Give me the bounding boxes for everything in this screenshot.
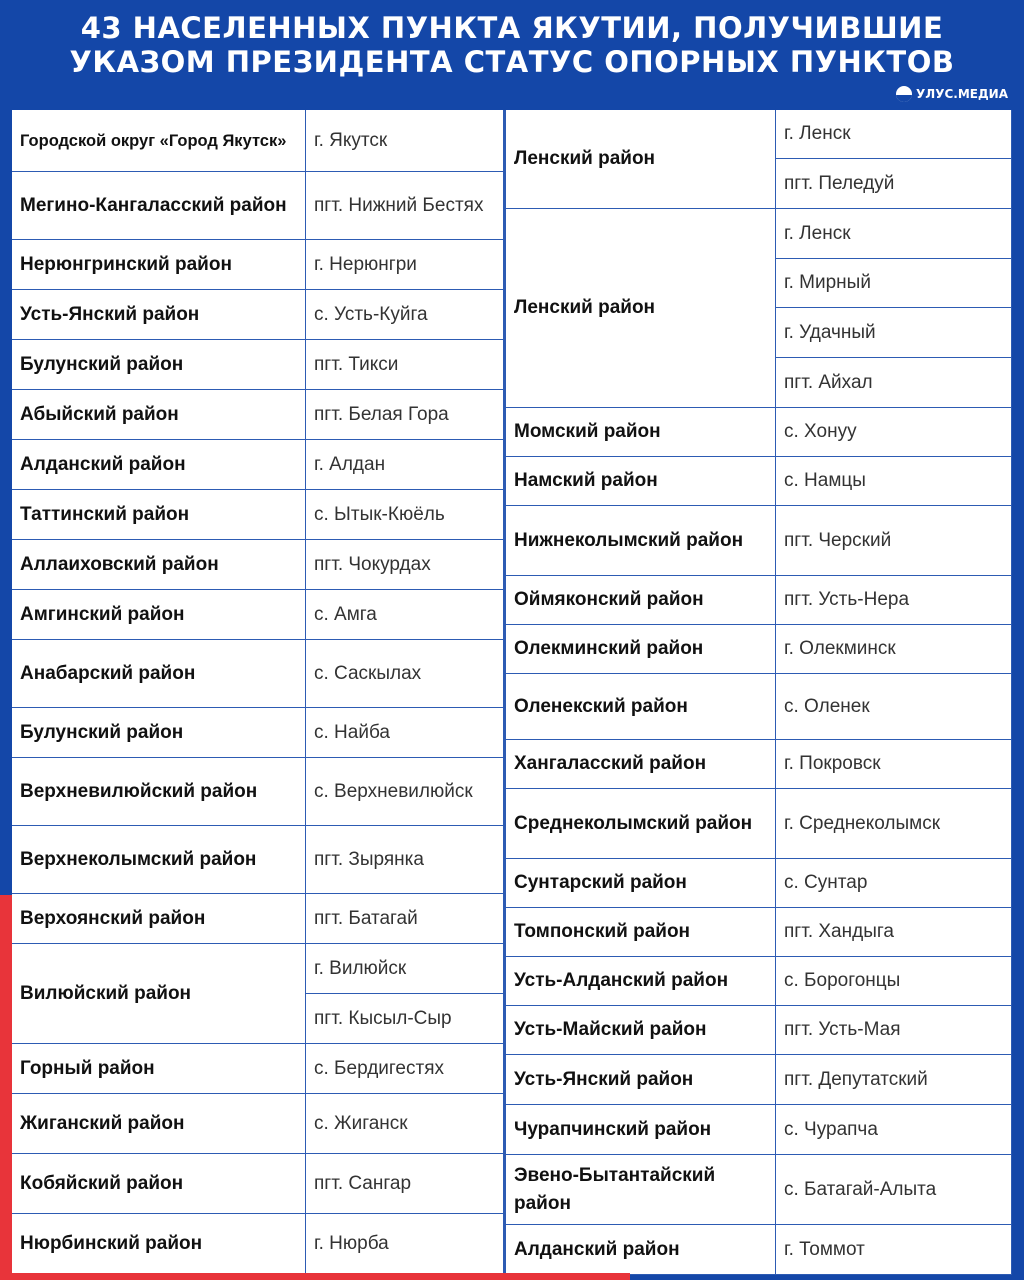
right-town-label: с. Оленек xyxy=(784,695,870,717)
right-district-label: Среднеколымский район xyxy=(514,812,753,834)
right-town-cell xyxy=(776,457,1012,506)
right-district-cell xyxy=(506,408,776,457)
left-district-label: Городской округ «Город Якутск» xyxy=(20,131,287,150)
right-town-label: г. Среднеколымск xyxy=(784,812,941,834)
left-town-label: пгт. Белая Гора xyxy=(314,403,449,425)
left-district-label: Нерюнгринский район xyxy=(20,253,232,275)
left-town-cell xyxy=(306,590,504,640)
right-district-cell xyxy=(506,859,776,908)
right-town-cell xyxy=(776,1225,1012,1275)
right-district-label: Ленский район xyxy=(514,297,656,318)
left-town-label: пгт. Зырянка xyxy=(314,848,424,870)
right-district-cell xyxy=(506,908,776,957)
left-town-cell xyxy=(306,758,504,826)
left-district-label: Кобяйский район xyxy=(20,1172,184,1194)
right-town-label: с. Хонуу xyxy=(784,421,857,442)
right-town-label: г. Удачный xyxy=(784,321,876,343)
left-town-cell xyxy=(306,110,504,172)
right-district-cell xyxy=(506,209,776,408)
page-title-line-2: УКАЗОМ ПРЕЗИДЕНТА СТАТУС ОПОРНЫХ ПУНКТОВ xyxy=(69,45,955,79)
right-district-cell xyxy=(506,789,776,859)
right-district-cell xyxy=(506,576,776,625)
left-district-cell xyxy=(12,944,306,1044)
right-district-label: Усть-Майский район xyxy=(514,1019,707,1040)
left-district-cell xyxy=(12,1214,306,1274)
left-town-label: с. Найба xyxy=(314,721,390,743)
left-district-label: Амгинский район xyxy=(20,603,185,625)
left-district-label: Нюрбинский район xyxy=(20,1232,203,1254)
right-town-cell xyxy=(776,358,1012,408)
left-town-cell xyxy=(306,1154,504,1214)
left-town-cell xyxy=(306,826,504,894)
left-town-cell xyxy=(306,390,504,440)
left-town-label: г. Якутск xyxy=(314,129,388,151)
right-town-label: пгт. Айхал xyxy=(784,371,873,393)
left-town-label: пгт. Тикси xyxy=(314,353,399,375)
left-district-cell xyxy=(12,708,306,758)
right-town-cell xyxy=(776,110,1012,159)
right-town-label: г. Ленск xyxy=(784,123,851,144)
right-town-label: г. Мирный xyxy=(784,272,871,293)
right-town-cell xyxy=(776,209,1012,259)
left-town-cell xyxy=(306,540,504,590)
right-town-cell xyxy=(776,1105,1012,1155)
left-town-label: с. Ытык-Кюёль xyxy=(314,503,445,525)
left-district-label: Таттинский район xyxy=(20,503,190,525)
left-district-cell xyxy=(12,390,306,440)
left-district-label: Абыйский район xyxy=(20,403,179,425)
right-district-cell xyxy=(506,506,776,576)
left-district-label: Булунский район xyxy=(20,721,184,743)
left-district-cell xyxy=(12,540,306,590)
right-town-cell xyxy=(776,859,1012,908)
right-district-cell xyxy=(506,1105,776,1155)
left-town-cell xyxy=(306,290,504,340)
left-district-cell xyxy=(12,240,306,290)
right-town-label: г. Ленск xyxy=(784,222,851,244)
right-town-label: с. Чурапча xyxy=(784,1118,878,1140)
right-district-label: Оленекский район xyxy=(514,695,688,717)
left-district-label: Верхнеколымский район xyxy=(20,848,257,870)
right-town-label: пгт. Пеледуй xyxy=(784,172,895,194)
right-district-label: Усть-Янский район xyxy=(514,1068,694,1090)
left-town-label: г. Нерюнгри xyxy=(314,253,417,275)
left-district-cell xyxy=(12,440,306,490)
towns-table xyxy=(12,110,1012,1274)
right-district-label: Олекминский район xyxy=(514,638,704,659)
right-town-cell xyxy=(776,408,1012,457)
left-town-label: с. Усть-Куйга xyxy=(314,303,428,325)
right-district-cell xyxy=(506,1155,776,1225)
right-town-label: пгт. Черский xyxy=(784,529,892,551)
left-town-cell xyxy=(306,994,504,1044)
left-district-label: Вилюйский район xyxy=(20,982,192,1004)
right-district-label: Намский район xyxy=(514,470,658,491)
left-town-label: г. Алдан xyxy=(314,453,386,475)
right-district-label: Алданский район xyxy=(514,1238,680,1260)
right-border xyxy=(1012,110,1024,1280)
right-district-label: Томпонский район xyxy=(514,921,691,942)
left-town-cell xyxy=(306,1094,504,1154)
left-district-cell xyxy=(12,1154,306,1214)
left-district-cell xyxy=(12,826,306,894)
left-district-cell xyxy=(12,758,306,826)
right-town-label: пгт. Хандыга xyxy=(784,921,894,942)
right-town-cell xyxy=(776,674,1012,740)
right-district-label: Ленский район xyxy=(514,148,656,169)
right-town-cell xyxy=(776,625,1012,674)
right-district-cell xyxy=(506,1006,776,1055)
right-town-cell xyxy=(776,308,1012,358)
left-town-cell xyxy=(306,172,504,240)
left-town-cell xyxy=(306,944,504,994)
left-town-cell xyxy=(306,440,504,490)
left-district-label: Верхоянский район xyxy=(20,907,206,929)
left-town-label: пгт. Нижний Бестях xyxy=(314,194,484,216)
right-district-label: Хангаласский район xyxy=(514,753,707,774)
brand-logo xyxy=(896,85,1008,103)
left-district-cell xyxy=(12,340,306,390)
right-district-cell xyxy=(506,957,776,1006)
left-district-label: Анабарский район xyxy=(20,662,196,684)
right-district-label: Нижнеколымский район xyxy=(514,529,744,551)
right-town-cell xyxy=(776,1055,1012,1105)
left-town-cell xyxy=(306,340,504,390)
right-district-label: Момский район xyxy=(514,421,661,442)
right-town-label: с. Борогонцы xyxy=(784,970,901,991)
red-accent-bar xyxy=(0,895,12,1280)
right-district-cell xyxy=(506,457,776,506)
left-town-label: с. Саскылах xyxy=(314,662,422,684)
bottom-red-accent xyxy=(0,1273,630,1280)
logo-text: УЛУС.МЕДИА xyxy=(916,87,1008,101)
left-district-cell xyxy=(12,894,306,944)
left-district-label: Усть-Янский район xyxy=(20,303,200,325)
right-town-cell xyxy=(776,159,1012,209)
right-town-label: г. Томмот xyxy=(784,1238,865,1260)
left-district-label: Верхневилюйский район xyxy=(20,780,258,802)
right-town-cell xyxy=(776,259,1012,308)
left-town-label: с. Бердигестях xyxy=(314,1057,444,1079)
left-town-label: г. Вилюйск xyxy=(314,957,407,979)
right-town-cell xyxy=(776,740,1012,789)
right-town-cell xyxy=(776,576,1012,625)
left-district-label: Жиганский район xyxy=(20,1112,185,1134)
left-town-cell xyxy=(306,1044,504,1094)
right-town-cell xyxy=(776,789,1012,859)
right-district-cell xyxy=(506,740,776,789)
right-town-cell xyxy=(776,506,1012,576)
left-town-cell xyxy=(306,240,504,290)
right-district-label: Усть-Алданский район xyxy=(514,970,729,991)
left-town-label: пгт. Чокурдах xyxy=(314,553,431,575)
left-district-cell xyxy=(12,590,306,640)
left-district-label: Горный район xyxy=(20,1057,155,1079)
right-town-label: г. Покровск xyxy=(784,753,881,774)
right-district-label: Сунтарский район xyxy=(514,872,687,893)
left-district-cell xyxy=(12,640,306,708)
right-town-label: пгт. Депутатский xyxy=(784,1068,928,1090)
right-town-label: г. Олекминск xyxy=(784,638,896,659)
left-district-cell xyxy=(12,1094,306,1154)
right-town-label: пгт. Усть-Нера xyxy=(784,589,910,610)
left-town-cell xyxy=(306,640,504,708)
left-town-cell xyxy=(306,490,504,540)
left-district-cell xyxy=(12,290,306,340)
left-district-label: Мегино-Кангаласский район xyxy=(20,194,287,216)
right-district-label: Эвено-Бытантайский район xyxy=(514,1164,716,1214)
left-town-cell xyxy=(306,1214,504,1274)
right-district-label: Оймяконский район xyxy=(514,589,704,610)
right-district-cell xyxy=(506,674,776,740)
right-town-cell xyxy=(776,908,1012,957)
page-title-line-1: 43 НАСЕЛЕННЫХ ПУНКТА ЯКУТИИ, ПОЛУЧИВШИЕ xyxy=(80,11,944,45)
right-district-cell xyxy=(506,625,776,674)
header-banner xyxy=(0,0,1024,110)
left-town-label: с. Жиганск xyxy=(314,1112,408,1134)
left-town-label: с. Амга xyxy=(314,603,377,625)
right-town-label: с. Сунтар xyxy=(784,872,868,893)
left-district-label: Алданский район xyxy=(20,453,186,475)
left-town-cell xyxy=(306,894,504,944)
right-town-cell xyxy=(776,1006,1012,1055)
right-town-label: с. Батагай-Алыта xyxy=(784,1178,937,1200)
left-district-cell xyxy=(12,172,306,240)
left-district-label: Булунский район xyxy=(20,353,184,375)
right-town-cell xyxy=(776,957,1012,1006)
left-town-label: с. Верхневилюйск xyxy=(314,780,473,802)
left-district-cell xyxy=(12,1044,306,1094)
left-district-cell xyxy=(12,110,306,172)
left-district-cell xyxy=(12,490,306,540)
left-town-label: пгт. Сангар xyxy=(314,1172,412,1194)
left-district-label: Аллаиховский район xyxy=(20,553,219,575)
right-district-cell xyxy=(506,1055,776,1105)
right-town-cell xyxy=(776,1155,1012,1225)
logo-icon xyxy=(896,86,912,102)
left-town-cell xyxy=(306,708,504,758)
left-town-label: пгт. Батагай xyxy=(314,907,418,929)
right-town-label: с. Намцы xyxy=(784,470,866,491)
right-town-label: пгт. Усть-Мая xyxy=(784,1019,901,1040)
right-district-cell xyxy=(506,110,776,209)
right-district-cell xyxy=(506,1225,776,1275)
left-town-label: пгт. Кысыл-Сыр xyxy=(314,1007,452,1029)
left-town-label: г. Нюрба xyxy=(314,1232,389,1254)
right-district-label: Чурапчинский район xyxy=(514,1118,712,1140)
